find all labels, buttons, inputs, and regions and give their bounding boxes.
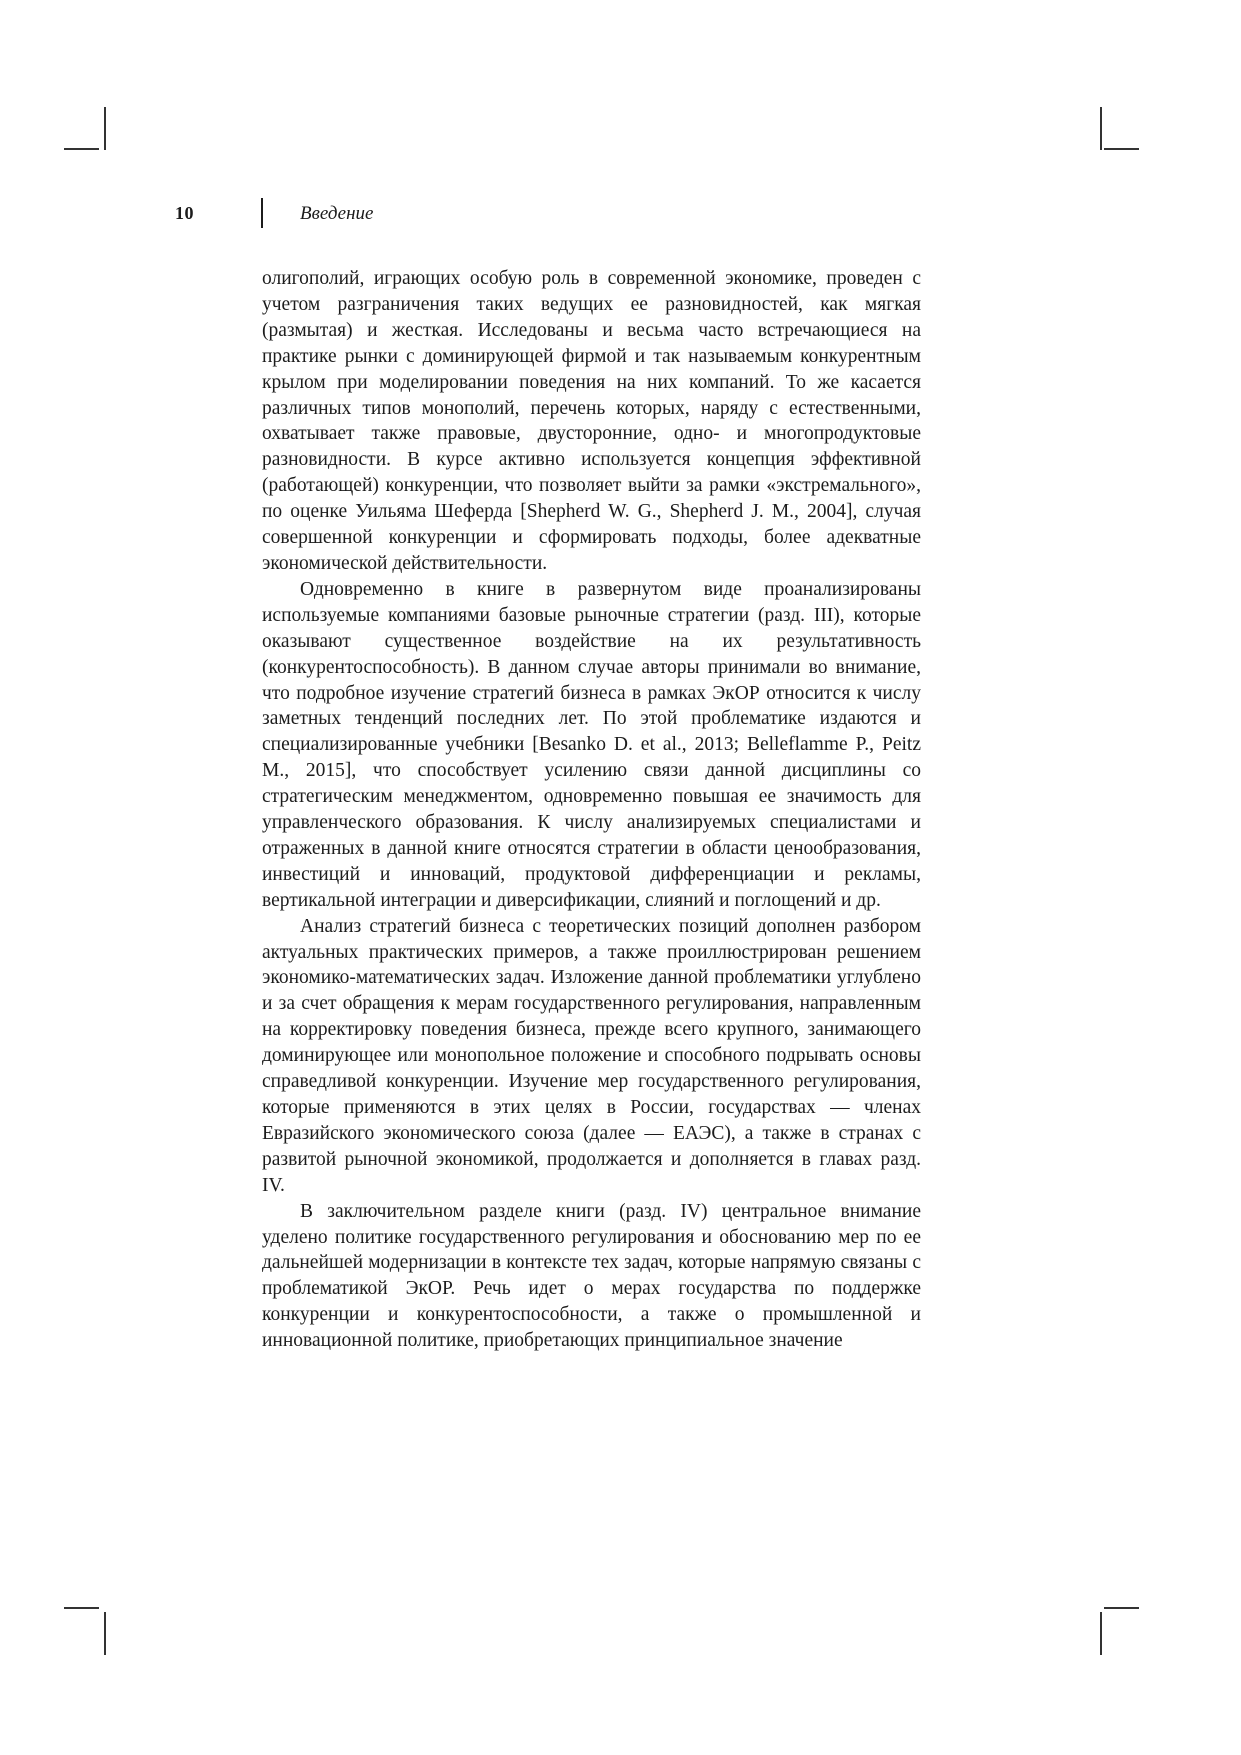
crop-mark-bottom-left-vertical <box>104 1612 106 1655</box>
crop-mark-top-right-horizontal <box>1104 148 1139 150</box>
paragraph-3: Анализ стратегий бизнеса с теоретических позиций дополнен разбором актуальных практических примеров, а также проиллюстрирован решением экономико-математических задач. Изложение данной проблематики углублено и за счет обращения к мерам государственного регулирования, направленным на корректировку поведения бизнеса, прежде всего крупного, занимающего доминирующее или монопольное положение и способного подрывать основы справедливой конкуренции. Изучение мер государственного регулирования, которые применяются в этих целях в России, государствах — членах Евразийского экономического союза (далее — ЕАЭС), а также в странах с развитой рыночной экономикой, продолжается и дополняется в главах разд. IV. <box>262 915 921 1196</box>
crop-mark-bottom-right-vertical <box>1100 1612 1102 1655</box>
text-block <box>262 266 921 1354</box>
paragraph-2: Одновременно в книге в развернутом виде проанализированы используемые компаниями базовые рыночные стратегии (разд. III), которые оказывают существенное воздействие на их результативность (конкурентоспособность). В данном случае авторы принимали во внимание, что подробное изучение стратегий бизнеса в рамках ЭкОР относится к числу заметных тенденций последних лет. По этой проблематике издаются и специализированные учебники [Besanko D. et al., 2013; Belleflamme P., Peitz M., 2015], что способствует усилению связи данной дисциплины со стратегическим менеджментом, одновременно повышая ее значимость для управленческого образования. К числу анализируемых специалистами и отраженных в данной книге относятся стратегии в области ценообразования, инвестиций и инноваций, продуктовой дифференциации и рекламы, вертикальной интеграции и диверсификации, слияний и поглощений и др. <box>262 578 921 911</box>
crop-mark-bottom-left-horizontal <box>64 1607 99 1609</box>
running-title: Введение <box>300 203 374 224</box>
paragraph-1: олигополий, играющих особую роль в современной экономике, проведен с учетом разграничения таких ведущих ее разновидностей, как мягкая (размытая) и жесткая. Исследованы и весьма часто встречающиеся на практике рынки с доминирующей фирмой и так называемым конкурентным крылом при моделировании поведения на них компаний. То же касается различных типов монополий, перечень которых, наряду с естественными, охватывает также правовые, двусторонние, одно- и многопродуктовые разновидности. В курсе активно используется концепция эффективной (работающей) конкуренции, что позволяет выйти за рамки «экстремального», по оценке Уильяма Шеферда [Shepherd W. G., Shepherd J. M., 2004], случая совершенной конкуренции и сформировать подходы, более адекватные экономической действительности. <box>262 268 921 574</box>
paragraph-4: В заключительном разделе книги (разд. IV) центральное внимание уделено политике государственного регулирования и обоснованию мер по ее дальнейшей модернизации в контексте тех задач, которые напрямую связаны с проблематикой ЭкОР. Речь идет о мерах государства по поддержке конкуренции и конкурентоспособности, а также о промышленной и инновационной политике, приобретающих принципиальное значение <box>262 1200 921 1352</box>
crop-mark-top-right-vertical <box>1100 107 1102 150</box>
page-number: 10 <box>175 203 194 223</box>
header-divider-rule <box>261 198 263 228</box>
crop-mark-top-left-horizontal <box>64 148 99 150</box>
crop-mark-top-left-vertical <box>104 107 106 150</box>
crop-mark-bottom-right-horizontal <box>1104 1607 1139 1609</box>
